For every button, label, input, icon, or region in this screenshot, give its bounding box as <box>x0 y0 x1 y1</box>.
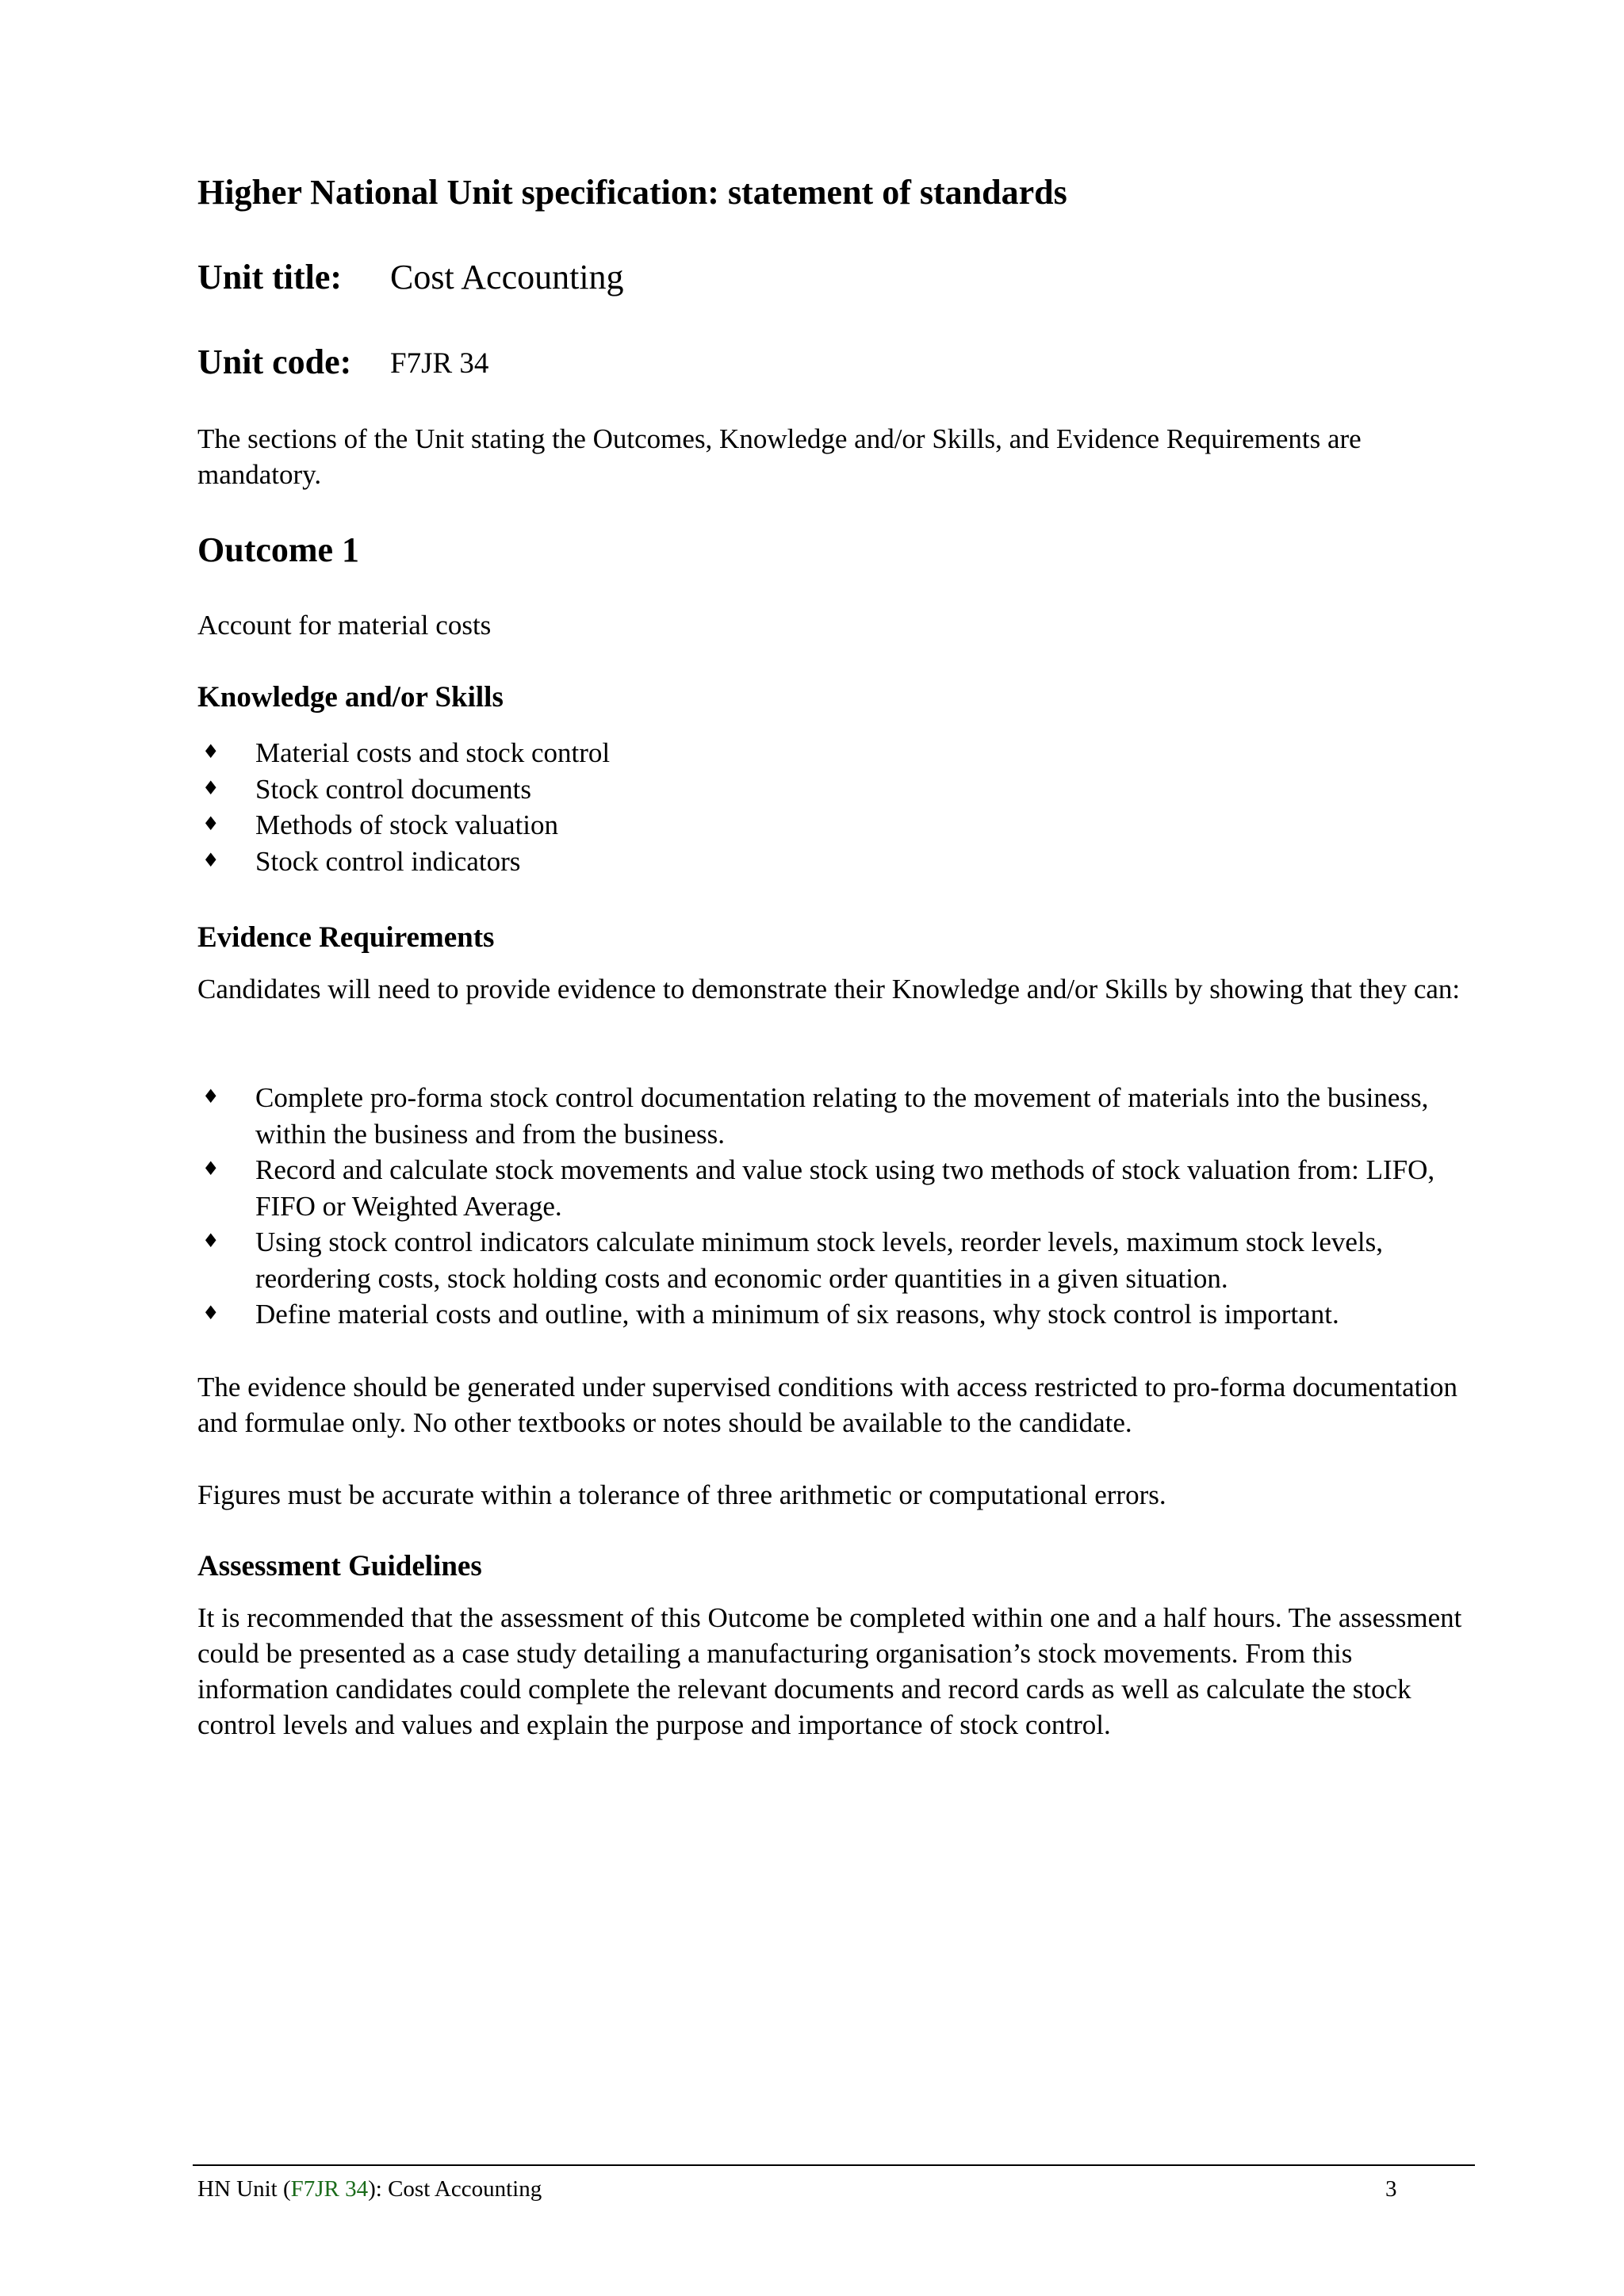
outcome-heading: Outcome 1 <box>197 530 360 569</box>
diamond-bullet-icon: ♦ <box>202 1085 220 1108</box>
list-item <box>197 1152 1482 1224</box>
list-item-text: Stock control indicators <box>255 845 521 877</box>
list-item <box>197 807 1482 844</box>
unit-code-row <box>197 339 489 394</box>
list-item <box>197 1224 1482 1296</box>
list-item-text: Methods of stock valuation <box>255 809 559 840</box>
knowledge-heading: Knowledge and/or Skills <box>197 681 504 714</box>
outcome-statement: Account for material costs <box>197 610 492 641</box>
list-item <box>197 844 1482 880</box>
unit-title-label: Unit title: <box>197 258 343 297</box>
unit-title-value: Cost Accounting <box>390 258 624 297</box>
knowledge-list <box>197 735 1482 879</box>
evidence-tolerance: Figures must be accurate within a tolerance of three arithmetic or computational errors. <box>197 1479 1166 1510</box>
footer-divider <box>193 2164 1475 2166</box>
evidence-intro: Candidates will need to provide evidence to demonstrate their Knowledge and/or Skills by showing that they can: <box>197 974 1461 1004</box>
diamond-bullet-icon: ♦ <box>202 1302 220 1324</box>
assessment-text: It is recommended that the assessment of this Outcome be completed within one and a half hours. The assessment could be presented as a case study detailing a manufacturing organisation’s stock movements. From this information candidates could complete the relevant documents and record cards as well as calculate the stock control levels and values and explain the purpose and importance of stock control. <box>197 1602 1462 1740</box>
footer-unit-code: F7JR 34 <box>290 2176 369 2202</box>
unit-code-value: F7JR 34 <box>390 347 489 380</box>
evidence-conditions: The evidence should be generated under supervised conditions with access restricted to pro-forma documentation and formulae only. No other textbooks or notes should be available to the candidate. <box>197 1372 1458 1438</box>
evidence-list <box>197 1080 1482 1333</box>
unit-code-label: Unit code: <box>197 342 352 381</box>
footer-prefix: HN Unit ( <box>197 2176 291 2202</box>
footer-unit-reference <box>197 2173 542 2205</box>
list-item-text: Record and calculate stock movements and value stock using two methods of stock valuation from: LIFO, FIFO or Weighted Average. <box>255 1154 1435 1222</box>
diamond-bullet-icon: ♦ <box>202 740 220 763</box>
list-item <box>197 771 1482 808</box>
document-heading: Higher National Unit specification: statement of standards <box>197 173 1067 212</box>
list-item-text: Stock control documents <box>255 773 532 805</box>
list-item <box>197 1080 1482 1152</box>
unit-title-row <box>197 254 624 309</box>
diamond-bullet-icon: ♦ <box>202 848 220 871</box>
diamond-bullet-icon: ♦ <box>202 776 220 799</box>
list-item-text: Complete pro-forma stock control documentation relating to the movement of materials into the business, within the business and from the business. <box>255 1082 1429 1150</box>
list-item-text: Define material costs and outline, with a minimum of six reasons, why stock control is important. <box>255 1299 1339 1330</box>
list-item <box>197 735 1482 771</box>
list-item-text: Using stock control indicators calculate minimum stock levels, reorder levels, maximum stock levels, reordering costs, stock holding costs and economic order quantities in a given situation. <box>255 1226 1384 1294</box>
diamond-bullet-icon: ♦ <box>202 1158 220 1180</box>
evidence-heading: Evidence Requirements <box>197 921 495 954</box>
list-item-text: Material costs and stock control <box>255 737 611 768</box>
page-number: 3 <box>1385 2176 1397 2202</box>
diamond-bullet-icon: ♦ <box>202 813 220 835</box>
intro-paragraph: The sections of the Unit stating the Outcomes, Knowledge and/or Skills, and Evidence Requirements are mandatory. <box>197 423 1362 490</box>
assessment-heading: Assessment Guidelines <box>197 1550 482 1582</box>
diamond-bullet-icon: ♦ <box>202 1230 220 1252</box>
footer-suffix: ): Cost Accounting <box>368 2176 542 2202</box>
list-item <box>197 1296 1482 1333</box>
